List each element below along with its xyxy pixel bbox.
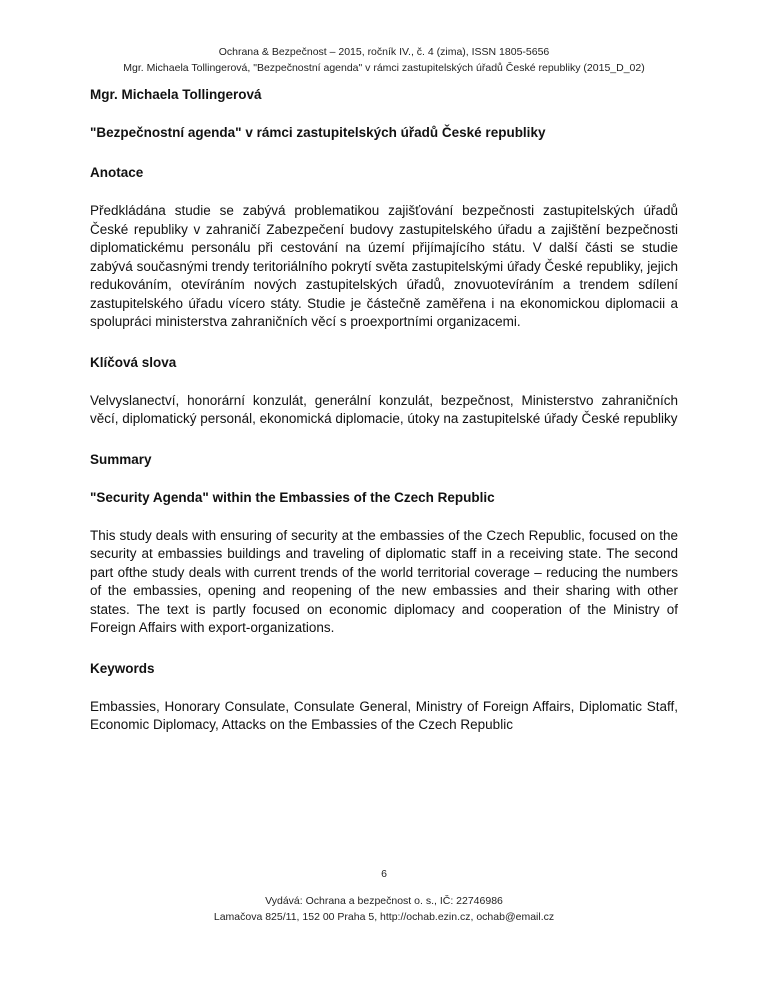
header-journal-line: Ochrana & Bezpečnost – 2015, ročník IV., č. 4 (zima), ISSN 1805-5656 bbox=[218, 46, 550, 58]
klicova-slova-paragraph: Velvyslanectví, honorární konzulát, generální konzulát, bezpečnost, Ministerstvo zahraničních věcí, diplomatický personál, ekonomická diplomacie, útoky na zastupitelské úřady České republiky bbox=[90, 392, 678, 426]
keywords-heading: Keywords bbox=[90, 660, 155, 676]
author-name: Mgr. Michaela Tollingerová bbox=[90, 87, 262, 102]
summary-heading: Summary bbox=[90, 451, 152, 467]
footer-publisher-line: Vydává: Ochrana a bezpečnost o. s., IČ: 22746986 bbox=[265, 895, 503, 907]
anotace-paragraph: Předkládána studie se zabývá problematikou zajišťování bezpečnosti zastupitelských úřadů České republiky v zahraničí Zabezpečení budovy zastupitelského úřadu a zajištění bezpečnosti diplomatickému personálu při cestování na území přijímajícího státu. V další části se studie zabývá současnými trendy teritoriálního pokrytí světa zastupitelskými úřady České republiky, jejich redukováním, otevíráním nových zastupitelských úřadů, znovuotevíráním a trendem sdílení zastupitelského úřadu vícero státy. Studie je částečně zaměřena i na ekonomickou diplomacii a spolupráci ministerstva zahraničních věcí s proexportními organizacemi. bbox=[90, 203, 678, 329]
page-number: 6 bbox=[381, 868, 387, 880]
article-title-czech: "Bezpečnostní agenda" v rámci zastupitelských úřadů České republiky bbox=[90, 125, 546, 140]
footer-address-line: Lamačova 825/11, 152 00 Praha 5, http://ochab.ezin.cz, ochab@email.cz bbox=[213, 911, 555, 923]
summary-paragraph: This study deals with ensuring of security at the embassies of the Czech Republic, focused on the security at embassies buildings and traveling of diplomatic staff in a receiving state. The second part ofthe study deals with current trends of the world territorial coverage – reducing the numbers of the embassies, opening and reopening of the new embassies and their sharing with other states. The text is partly focused on economic diplomacy and cooperation of the Ministry of Foreign Affairs with export-organizations. bbox=[90, 527, 678, 635]
keywords-paragraph: Embassies, Honorary Consulate, Consulate General, Ministry of Foreign Affairs, Diplomatic Staff, Economic Diplomacy, Attacks on the Embassies of the Czech Republic bbox=[90, 698, 678, 732]
page-footer bbox=[0, 893, 768, 925]
article-title-english: "Security Agenda" within the Embassies of the Czech Republic bbox=[90, 489, 495, 505]
running-header bbox=[0, 44, 768, 76]
article-body bbox=[90, 86, 678, 735]
header-article-line: Mgr. Michaela Tollingerová, "Bezpečnostní agenda" v rámci zastupitelských úřadů České republiky (2015_D_02) bbox=[123, 62, 645, 74]
anotace-heading: Anotace bbox=[90, 165, 144, 180]
klicova-slova-heading: Klíčová slova bbox=[90, 354, 177, 370]
